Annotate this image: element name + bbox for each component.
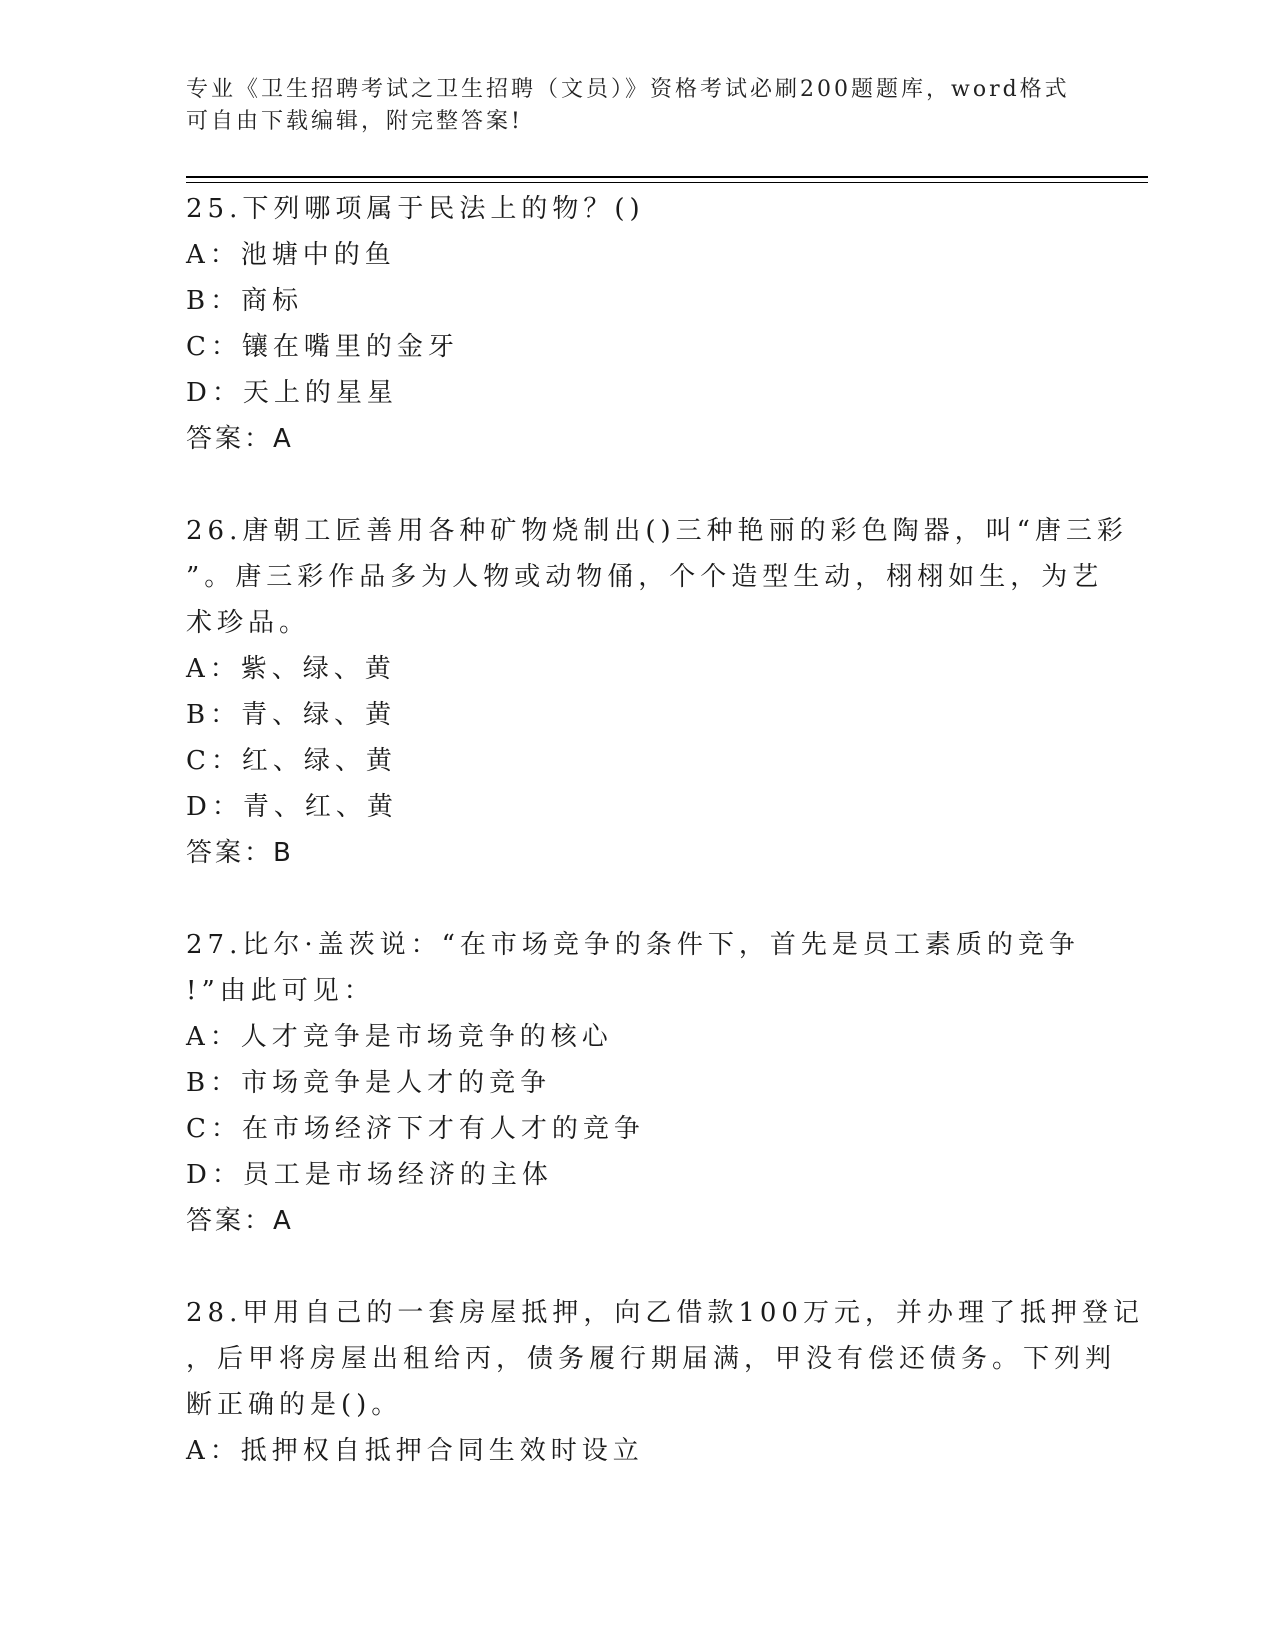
question-stem-continued: 术珍品。: [186, 608, 311, 638]
question-stem-continued: 断正确的是()。: [186, 1390, 403, 1420]
question-26: [186, 508, 1128, 876]
option-c: C：在市场经济下才有人才的竞争: [186, 1114, 645, 1144]
question-stem: 27.比尔·盖茨说：“在市场竞争的条件下，首先是员工素质的竞争: [186, 930, 1080, 960]
question-list: [186, 186, 1144, 1520]
question-stem-continued: ”。唐三彩作品多为人物或动物俑，个个造型生动，栩栩如生，为艺: [186, 562, 1104, 592]
answer-label: 答案：B: [186, 838, 294, 868]
answer-label: 答案：A: [186, 424, 294, 454]
question-stem: 25.下列哪项属于民法上的物？(): [186, 194, 645, 224]
option-b: B：市场竞争是人才的竞争: [186, 1068, 552, 1098]
header-line-2: 可自由下载编辑，附完整答案!: [186, 109, 523, 134]
header-line-1: 专业《卫生招聘考试之卫生招聘（文员）》资格考试必刷200题题库，word格式: [186, 77, 1070, 102]
option-b: B：青、绿、黄: [186, 700, 397, 730]
option-a: A：池塘中的鱼: [186, 240, 396, 270]
question-stem: 28.甲用自己的一套房屋抵押，向乙借款100万元，并办理了抵押登记: [186, 1298, 1144, 1328]
answer-label: 答案：A: [186, 1206, 294, 1236]
header-divider-thin: [186, 182, 1148, 183]
question-stem: 26.唐朝工匠善用各种矿物烧制出()三种艳丽的彩色陶器，叫“唐三彩: [186, 516, 1128, 546]
option-a: A：紫、绿、黄: [186, 654, 396, 684]
question-25: [186, 186, 1086, 462]
option-c: C：镶在嘴里的金牙: [186, 332, 459, 362]
question-stem-continued: ，后甲将房屋出租给丙，债务履行期届满，甲没有偿还债务。下列判: [186, 1344, 1117, 1374]
document-header: [186, 74, 1086, 138]
option-d: D：青、红、黄: [186, 792, 398, 822]
option-d: D：员工是市场经济的主体: [186, 1160, 553, 1190]
header-divider-thick: [186, 176, 1148, 178]
question-stem-continued: !”由此可见：: [186, 976, 375, 1006]
option-a: A：抵押权自抵押合同生效时设立: [186, 1436, 644, 1466]
option-c: C：红、绿、黄: [186, 746, 397, 776]
question-28: [186, 1290, 1144, 1474]
option-a: A：人才竞争是市场竞争的核心: [186, 1022, 613, 1052]
option-d: D：天上的星星: [186, 378, 398, 408]
question-27: [186, 922, 1086, 1244]
option-b: B：商标: [186, 286, 304, 316]
